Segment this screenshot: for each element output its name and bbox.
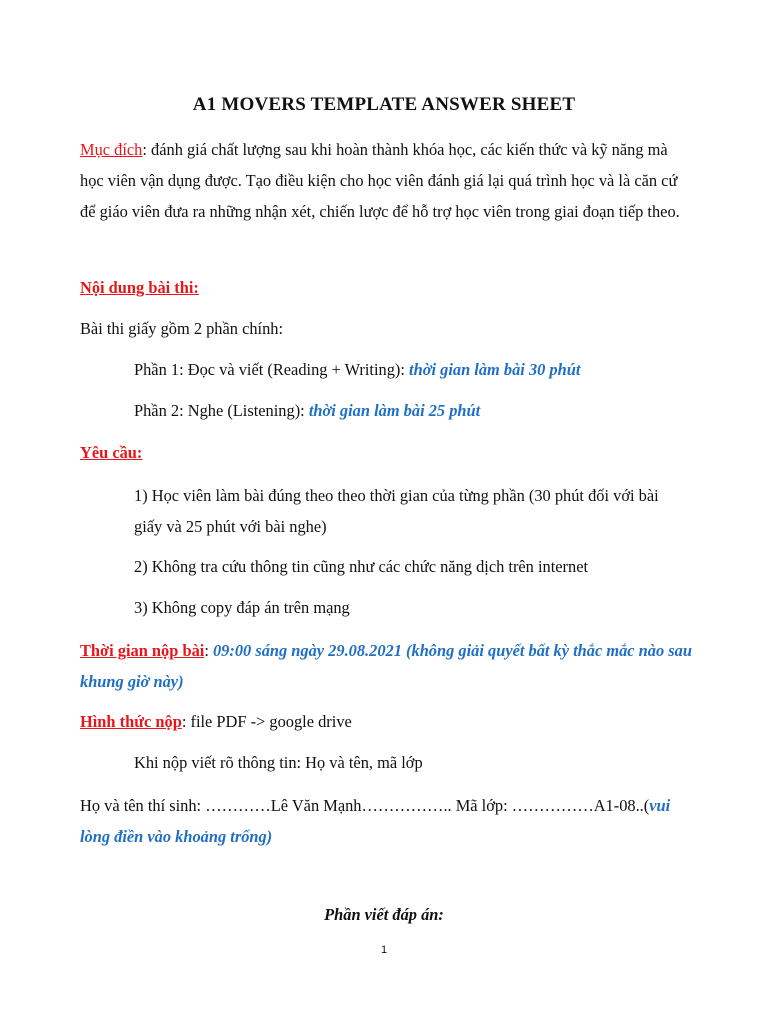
- requirement-item: 3) Không copy đáp án trên mạng: [134, 598, 350, 617]
- deadline-value: 09:00 sáng ngày 29.08.2021 (không giải quyết bất kỳ thắc mắc nào sau khung giờ này): [80, 641, 692, 691]
- purpose-text: : đánh giá chất lượng sau khi hoàn thành khóa học, các kiến thức và kỹ năng mà học viên vận dụng được. Tạo điều kiện cho học viên đánh giá lại quá trình học và là căn cứ để giáo viên đưa ra những nhận xét, chiến lược để hỗ trợ học viên trong giai đoạn tiếp theo.: [80, 140, 680, 221]
- part1-line: [134, 354, 690, 385]
- part2-time: thời gian làm bài 25 phút: [308, 401, 481, 420]
- requirement-item: 1) Học viên làm bài đúng theo theo thời gian của từng phần (30 phút đối với bài giấy và 25 phút với bài nghe): [134, 486, 659, 536]
- submission-text: : file PDF -> google drive: [181, 712, 352, 731]
- deadline-paragraph: [80, 635, 692, 697]
- content-intro: Bài thi giấy gồm 2 phần chính:: [80, 319, 284, 338]
- content-heading: [80, 272, 692, 303]
- submission-note: Khi nộp viết rõ thông tin: Họ và tên, mã lớp: [134, 753, 423, 772]
- student-info-text: Họ và tên thí sinh: …………Lê Văn Mạnh…………….. Mã lớp: ……………A1-08..(: [80, 796, 650, 815]
- part1-text: Phần 1: Đọc và viết (Reading + Writing):: [134, 360, 410, 379]
- submission-paragraph: [80, 706, 692, 737]
- student-info-hint: vui lòng điền vào khoảng trống): [80, 796, 671, 846]
- content-heading-text: Nội dung bài thi:: [80, 278, 199, 297]
- purpose-label: Mục đích: [80, 140, 143, 159]
- purpose-paragraph: [80, 134, 692, 227]
- submission-label: Hình thức nộp: [80, 712, 182, 731]
- part2-line: [134, 395, 690, 426]
- deadline-colon: :: [204, 641, 213, 660]
- part1-time: thời gian làm bài 30 phút: [409, 360, 581, 379]
- requirements-heading-text: Yêu cầu:: [80, 443, 143, 462]
- student-info-paragraph: [80, 790, 692, 852]
- page-number: 1: [380, 944, 388, 956]
- requirements-heading: [80, 437, 692, 468]
- answer-heading: Phần viết đáp án:: [324, 905, 444, 924]
- requirement-item: 2) Không tra cứu thông tin cũng như các chức năng dịch trên internet: [134, 557, 589, 576]
- part2-text: Phần 2: Nghe (Listening):: [134, 401, 309, 420]
- document-title: A1 MOVERS TEMPLATE ANSWER SHEET: [192, 94, 576, 115]
- deadline-label: Thời gian nộp bài: [80, 641, 205, 660]
